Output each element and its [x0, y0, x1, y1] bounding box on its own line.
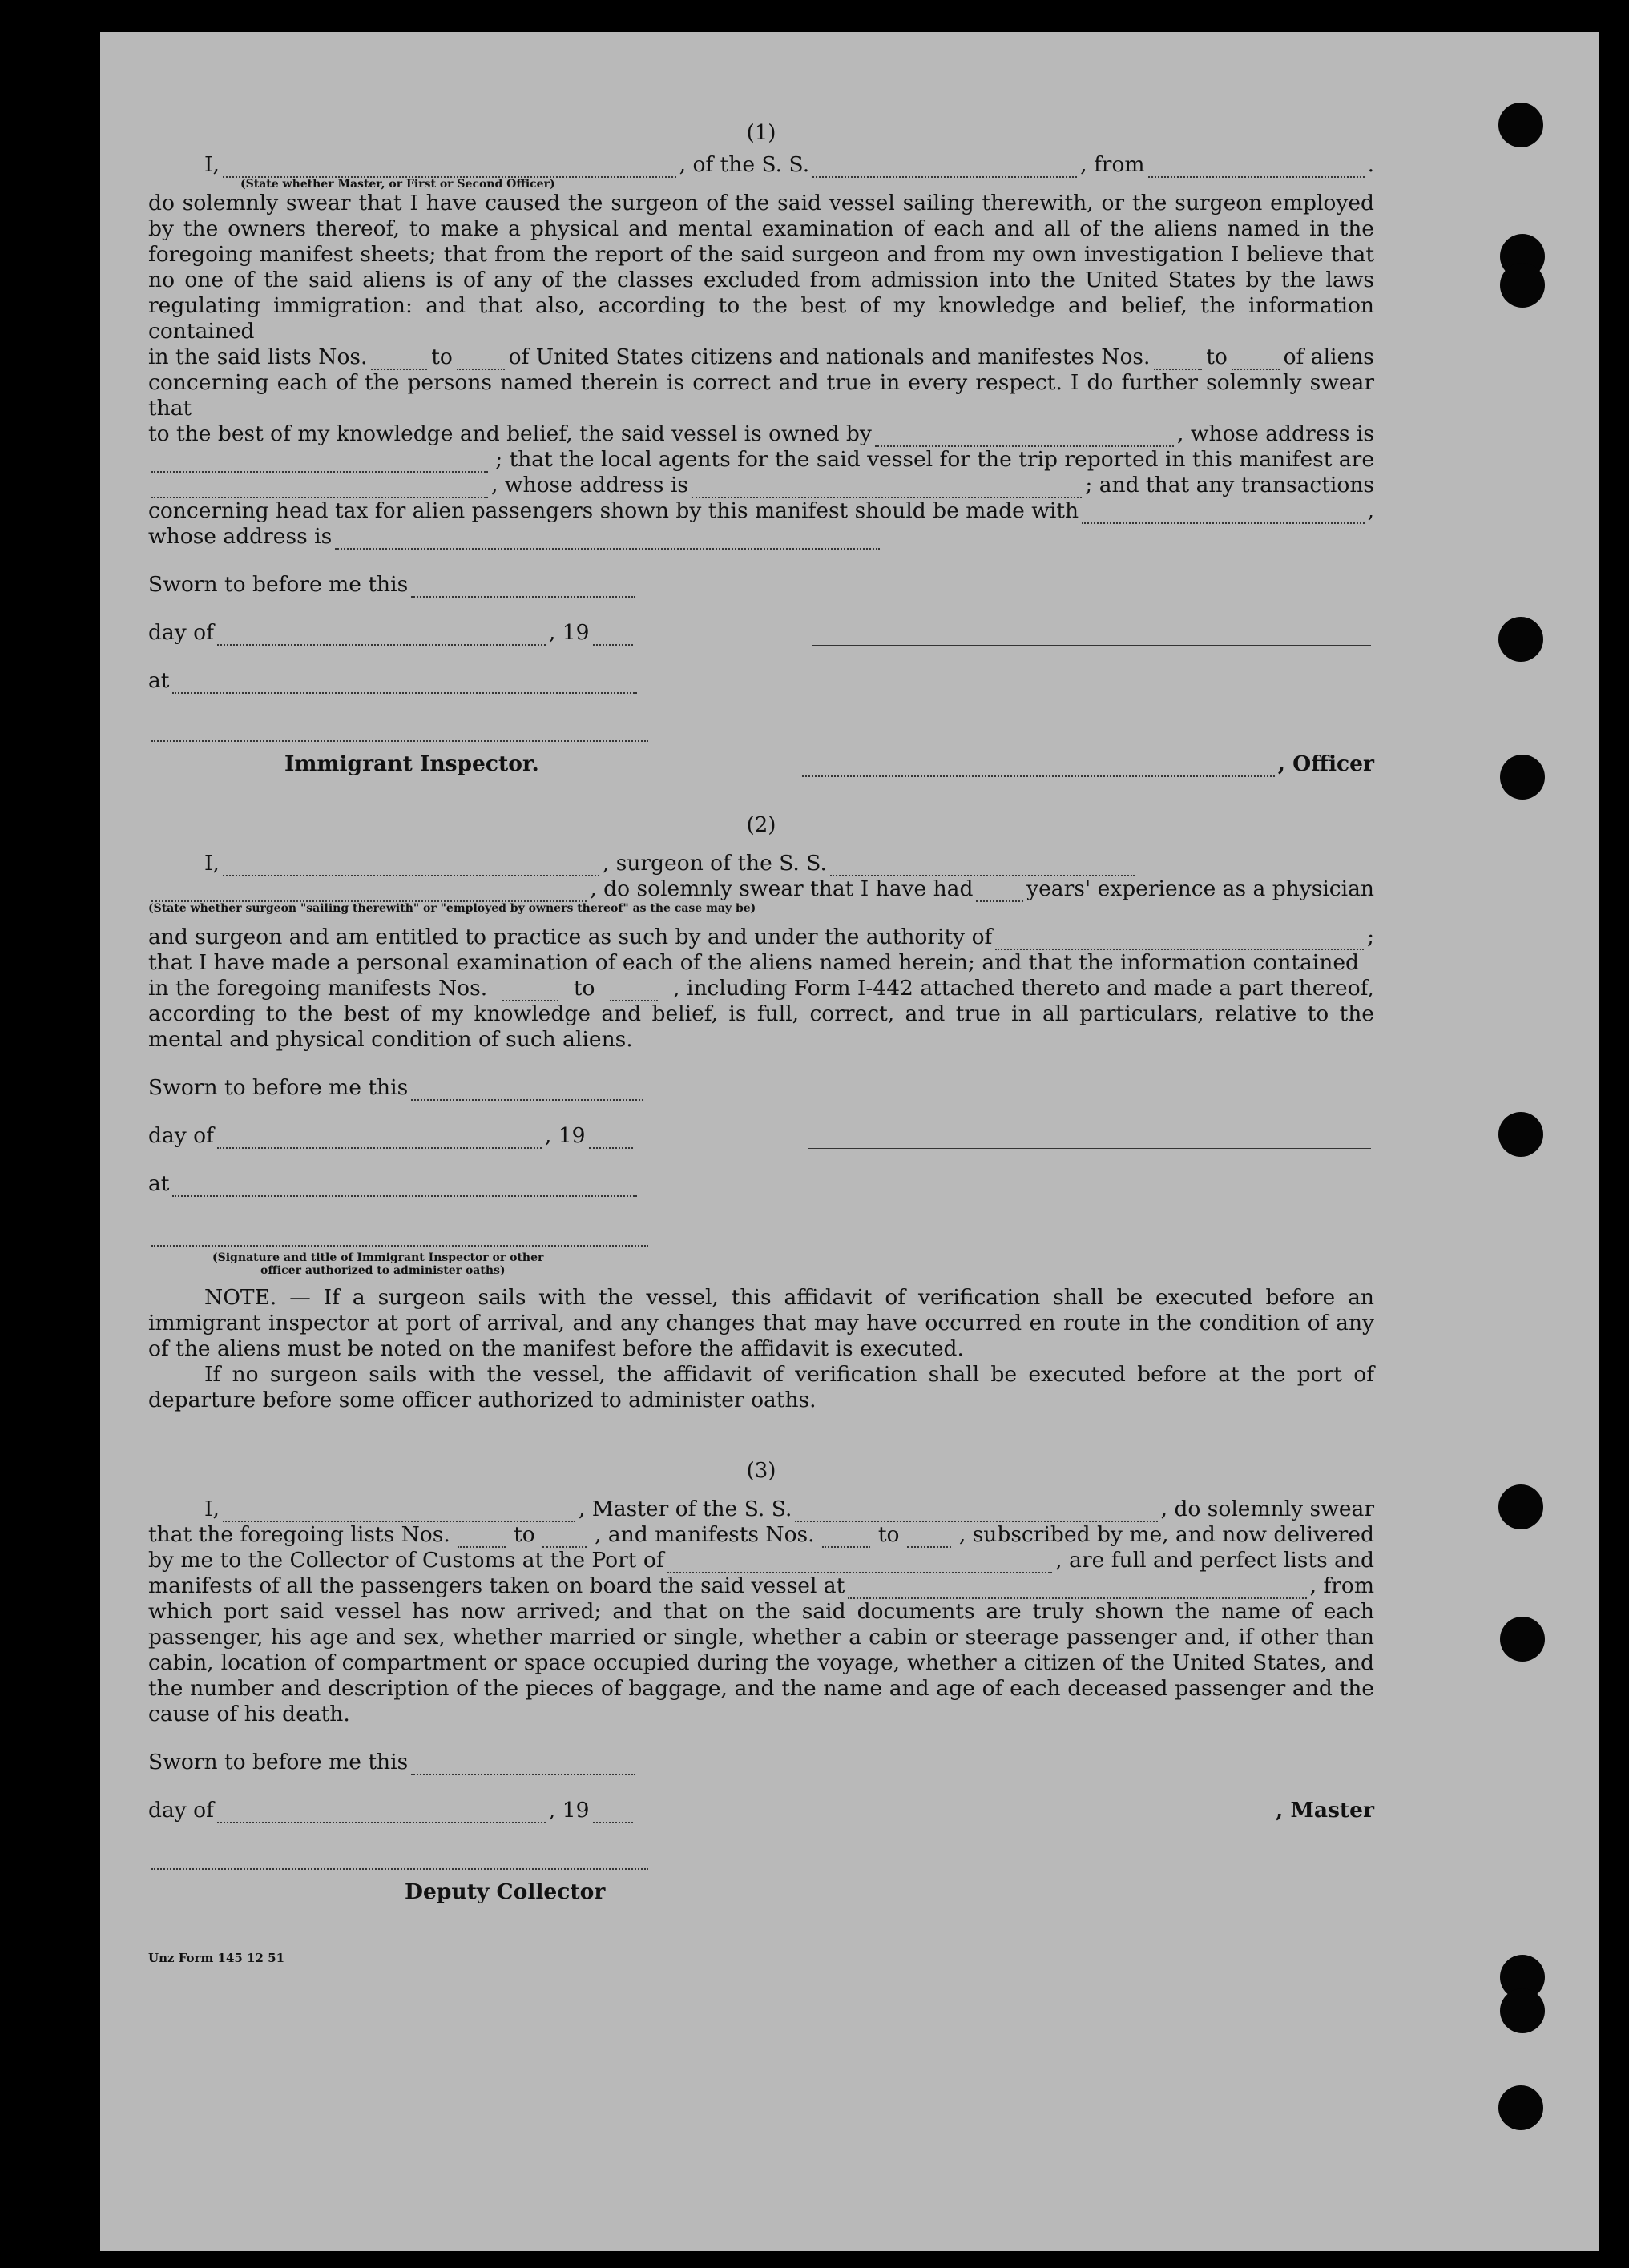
- day-of-label: day of: [148, 620, 214, 645]
- transactions-label: ; and that any transactions: [1085, 473, 1374, 498]
- day-blank: [217, 628, 546, 646]
- headtax-line: [148, 498, 1374, 524]
- lists-label: in the said lists Nos.: [148, 344, 368, 369]
- punch-hole: [1500, 1988, 1545, 2033]
- owner-address-blank: [151, 455, 488, 473]
- section3-line4: [148, 1573, 1374, 1599]
- punch-hole: [1498, 103, 1543, 147]
- headtax-label: concerning head tax for alien passengers shown by this manifest should be made with: [148, 498, 1079, 523]
- sworn-blank: [411, 1083, 643, 1101]
- to-label: to: [1206, 344, 1228, 369]
- at-line: [148, 668, 1374, 694]
- from-blank: [1148, 160, 1365, 178]
- year-blank: [593, 1806, 633, 1823]
- manifests-to-blank: [610, 984, 658, 1001]
- year-label: , 19: [548, 620, 590, 645]
- at-blank: [172, 676, 637, 694]
- manifests-to-blank: [907, 1530, 951, 1548]
- punch-hole: [1498, 1112, 1543, 1157]
- manifests-from-blank: [1154, 352, 1202, 370]
- section1-body-b: concerning each of the persons named therein is correct and true in every respect. I do further solemnly swear that: [148, 370, 1374, 421]
- sworn-label: Sworn to before me this: [148, 572, 409, 597]
- day-of-label: day of: [148, 1798, 214, 1823]
- master-name-blank: [223, 1505, 575, 1522]
- i-label: I,: [204, 152, 220, 177]
- master-signature-blank: [840, 1807, 1272, 1823]
- comma: ,: [1367, 498, 1374, 523]
- section3-line3: [148, 1548, 1374, 1573]
- signature-note: (Signature and title of Immigrant Inspector or other: [212, 1251, 544, 1264]
- lists-line: [148, 344, 1374, 370]
- sworn-line: [148, 1075, 1374, 1101]
- punch-hole: [1500, 1617, 1545, 1662]
- master-title: , Master: [1276, 1798, 1374, 1823]
- year-label: , 19: [548, 1798, 590, 1823]
- agents-label: ; that the local agents for the said vessel for the trip reported in this manifest are: [495, 447, 1374, 472]
- owner-blank: [875, 429, 1174, 447]
- inspector-officer-line: [148, 751, 1374, 777]
- form-id: Unz Form 145 12 51: [148, 1951, 285, 1965]
- day-line: [148, 1123, 1374, 1149]
- punch-hole: [1500, 755, 1545, 800]
- section3-line2: [148, 1522, 1374, 1548]
- whose-address-line: [148, 524, 1374, 550]
- experience-label: years' experience as a physician: [1026, 876, 1374, 901]
- period: .: [1367, 152, 1374, 177]
- years-blank: [976, 884, 1023, 902]
- name-blank: [223, 160, 676, 178]
- officer-blank: [802, 759, 1275, 777]
- section-number: (1): [746, 121, 776, 145]
- owned-label: to the best of my knowledge and belief, the said vessel is owned by: [148, 421, 872, 446]
- from-label: , from: [1309, 1573, 1374, 1598]
- sworn-label: Sworn to before me this: [148, 1075, 409, 1100]
- section3-body: which port said vessel has now arrived; and that on the said documents are truly shown the name of each passenger, his age and sex, whether married or single, whether a cabin or steerage passenger and, if other than cabin, location of compartment or space occupied during the voyage, whether a citizen of the United States, and the number and description of the pieces of baggage, and the name and age of each deceased passenger and the cause of his death.: [148, 1599, 1374, 1726]
- to-label: to: [514, 1522, 535, 1547]
- note-paragraph-2: If no surgeon sails with the vessel, the affidavit of verification shall be executed before at the port of departure before some officer authorized to administer oaths.: [148, 1362, 1374, 1412]
- agents-blank: [151, 481, 488, 498]
- lists-perfect-label: , are full and perfect lists and: [1055, 1548, 1374, 1573]
- manifests-label: of United States citizens and nationals and manifestes Nos.: [508, 344, 1151, 369]
- officer-note: (State whether Master, or First or Second Officer): [240, 178, 555, 191]
- punch-hole: [1498, 617, 1543, 662]
- at-line: [148, 1171, 1374, 1197]
- of-the-ss-label: , of the S. S.: [679, 152, 810, 177]
- authority-line: [148, 925, 1374, 950]
- departure-port-blank: [848, 1581, 1306, 1599]
- address-label: , whose address is: [491, 473, 689, 498]
- vessel-blank: [795, 1505, 1157, 1522]
- lists-from-blank: [371, 352, 427, 370]
- year-blank: [589, 1131, 633, 1149]
- surgeon-name-blank: [223, 859, 599, 876]
- sworn-line: [148, 572, 1374, 598]
- manifests-to-blank: [1232, 352, 1280, 370]
- punch-hole: [1498, 2085, 1543, 2130]
- punch-hole: [1500, 263, 1545, 308]
- at-blank: [172, 1179, 637, 1197]
- day-line: [148, 620, 1374, 646]
- section1-body-a: do solemnly swear that I have caused the surgeon of the said vessel sailing therewith, or the surgeon employed by the owners thereof, to make a physical and mental examination of each and all of the aliens named in the foregoing manifest sheets; that from the report of the said surgeon and from my own investigation I believe that no one of the said aliens is of any of the classes excluded from admission into the United States by the laws regulating immigration: and that also, according to the best of my knowledge and belief, the information contained: [148, 191, 1374, 344]
- officer-title: , Officer: [1277, 751, 1374, 776]
- surgeon-signature-blank: [808, 1132, 1372, 1149]
- signature-note: officer authorized to administer oaths): [260, 1264, 506, 1277]
- to-label: to: [573, 976, 595, 1001]
- manifests-label: , and manifests Nos.: [595, 1522, 815, 1547]
- punch-hole: [1498, 1484, 1543, 1529]
- vessel-blank: [830, 859, 1135, 876]
- sworn-blank: [411, 1758, 635, 1775]
- section3-line1: [148, 1497, 1374, 1522]
- lists-label: that the foregoing lists Nos.: [148, 1522, 450, 1547]
- sworn-blank: [411, 580, 635, 598]
- port-label: by me to the Collector of Customs at the Port of: [148, 1548, 664, 1573]
- signature-line: [148, 1221, 1374, 1247]
- i-label: I,: [204, 1497, 220, 1521]
- section-number: (2): [746, 813, 776, 837]
- to-label: to: [431, 344, 453, 369]
- authority-blank: [995, 933, 1364, 950]
- section2-body-a: that I have made a personal examination of each of the aliens named herein; and that the information contained: [148, 950, 1359, 975]
- year-label: , 19: [544, 1123, 586, 1148]
- manifest-nos-line: [148, 976, 1374, 1001]
- from-label: , from: [1080, 152, 1145, 177]
- solemnly-label: , do solemnly swear that I have had: [590, 876, 974, 901]
- section2-body-b: according to the best of my knowledge and belief, is full, correct, and true in all particulars, relative to the mental and physical condition of such aliens.: [148, 1001, 1374, 1052]
- section-number: (3): [746, 1459, 776, 1483]
- note-paragraph-1: NOTE. — If a surgeon sails with the vessel, this affidavit of verification shall be executed before an immigrant inspector at port of arrival, and any changes that may have occurred en route in the condition of any of the aliens must be noted on the manifest before the affidavit is executed.: [148, 1285, 1374, 1361]
- surgeon-label: , surgeon of the S. S.: [602, 851, 827, 876]
- officer-signature-blank: [812, 629, 1372, 646]
- section1-line1: [148, 152, 1374, 178]
- inspector-signature-blank: [151, 724, 648, 742]
- master-label: , Master of the S. S.: [578, 1497, 792, 1521]
- whose-address-label: whose address is: [148, 524, 333, 549]
- surgeon-type-blank: [151, 884, 587, 902]
- sworn-label: Sworn to before me this: [148, 1750, 409, 1775]
- i-label: I,: [204, 851, 220, 876]
- day-master-line: [148, 1798, 1374, 1823]
- section2-line2: [148, 876, 1374, 902]
- lists-to-blank: [542, 1530, 587, 1548]
- signature-blank: [151, 1229, 648, 1247]
- address-label: , whose address is: [1176, 421, 1374, 446]
- surgeon-note: (State whether surgeon "sailing therewith" or "employed by owners thereof" as the case may be): [148, 902, 756, 915]
- section2-line1: [148, 851, 1374, 876]
- manifests-from-blank: [822, 1530, 870, 1548]
- vessel-blank: [812, 160, 1077, 178]
- of-aliens-label: of aliens: [1283, 344, 1374, 369]
- manifests-label: in the foregoing manifests Nos.: [148, 976, 488, 1001]
- affidavit-content: [148, 120, 1374, 1971]
- agents-address-blank: [692, 481, 1082, 498]
- agents-line: [148, 447, 1374, 473]
- year-blank: [593, 628, 633, 646]
- taken-on-board-label: manifests of all the passengers taken on board the said vessel at: [148, 1573, 845, 1598]
- inspector-title: Immigrant Inspector.: [284, 751, 539, 776]
- to-label: to: [877, 1522, 900, 1547]
- semicolon: ;: [1367, 925, 1374, 949]
- form-label: , including Form I-442 attached thereto and made a part thereof,: [673, 976, 1374, 1001]
- headtax-blank: [1082, 506, 1364, 524]
- at-label: at: [148, 1171, 170, 1196]
- inspector-sig-line: [148, 716, 1374, 742]
- authority-label: and surgeon and am entitled to practice as such by and under the authority of: [148, 925, 993, 949]
- whose-address-blank: [335, 532, 880, 550]
- port-blank: [667, 1556, 1053, 1573]
- agents-address-line: [148, 473, 1374, 498]
- deputy-collector-title: Deputy Collector: [405, 1879, 606, 1904]
- sworn-line: [148, 1750, 1374, 1775]
- owned-line: [148, 421, 1374, 447]
- at-label: at: [148, 668, 170, 693]
- manifests-from-blank: [502, 984, 558, 1001]
- deputy-signature-blank: [151, 1852, 648, 1870]
- lists-to-blank: [457, 352, 505, 370]
- deputy-sig-line: [148, 1844, 1374, 1870]
- swear-label: , do solemnly swear: [1160, 1497, 1374, 1521]
- day-of-label: day of: [148, 1123, 214, 1148]
- lists-from-blank: [458, 1530, 506, 1548]
- day-blank: [217, 1131, 542, 1149]
- day-blank: [217, 1806, 546, 1823]
- subscribed-label: , subscribed by me, and now delivered: [958, 1522, 1374, 1547]
